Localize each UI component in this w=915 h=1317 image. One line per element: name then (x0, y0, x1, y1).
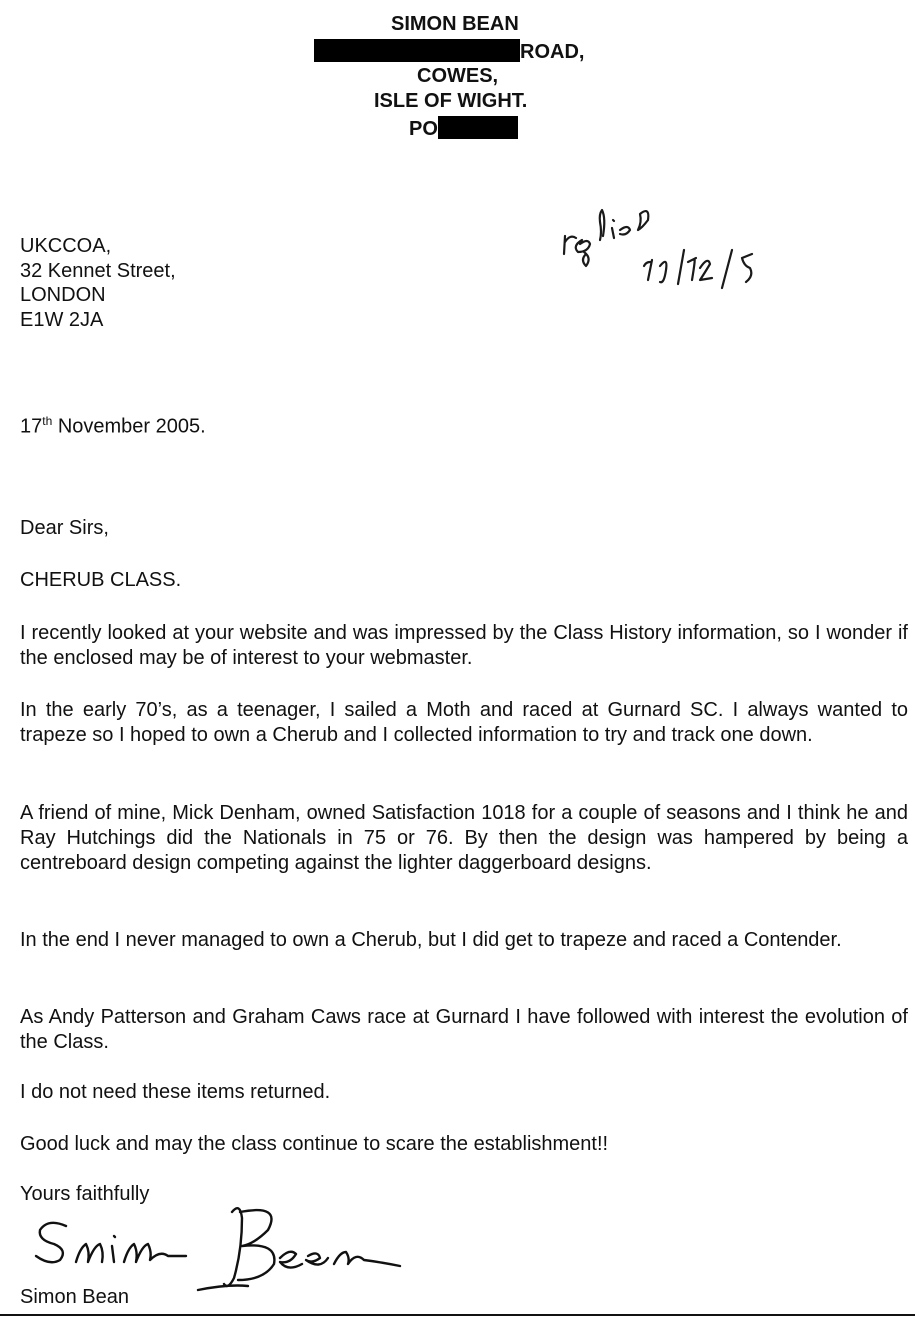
good-luck-line: Good luck and may the class continue to scare the establishment!! (20, 1133, 609, 1155)
recipient-address (20, 234, 176, 332)
recipient-line: LONDON (20, 284, 106, 306)
recipient-line: E1W 2JA (20, 308, 104, 331)
redaction-bar (314, 39, 520, 62)
bottom-border-line (0, 1314, 915, 1316)
body-paragraph: In the early 70’s, as a teenager, I sailed a Moth and raced at Gurnard SC. I always wanted to trapeze so I hoped to own a Cherub and I collected information to try and track one down. (20, 699, 908, 747)
redaction-bar (438, 116, 518, 139)
no-return-note: I do not need these items returned. (20, 1081, 331, 1103)
sender-road-line (314, 39, 584, 65)
sender-town: COWES, (417, 65, 499, 87)
sender-road: ROAD, (520, 41, 585, 63)
sender-postcode-line (409, 116, 518, 142)
body-paragraph: I recently looked at your website and was impressed by the Class History information, so I wonder if the enclosed may be of interest to your webmaster. (20, 622, 908, 670)
body-paragraph: As Andy Patterson and Graham Caws race at Gurnard I have followed with interest the evolution of the Class. (20, 1006, 908, 1054)
salutation: Dear Sirs, (20, 517, 109, 539)
recipient-line: 32 Kennet Street, (20, 259, 176, 282)
letter-date: 17th November 2005. (20, 414, 206, 438)
body-paragraph: In the end I never managed to own a Cherub, but I did get to trapeze and raced a Contender. (20, 929, 842, 951)
sender-name: SIMON BEAN (391, 13, 519, 35)
subject-line: CHERUB CLASS. (20, 569, 182, 591)
body-paragraph: A friend of mine, Mick Denham, owned Satisfaction 1018 for a couple of seasons and I think he and Ray Hutchings did the Nationals in 75 or 76. By then the design was hampered by being a centreboard design competing against the lighter daggerboard designs. (20, 802, 908, 875)
signatory-name: Simon Bean (20, 1286, 129, 1308)
recipient-line: UKCCOA, (20, 235, 112, 257)
sender-postcode-prefix: PO (409, 118, 438, 140)
closing: Yours faithfully (20, 1183, 150, 1205)
sender-county: ISLE OF WIGHT. (374, 90, 528, 112)
handwritten-note (556, 192, 786, 292)
